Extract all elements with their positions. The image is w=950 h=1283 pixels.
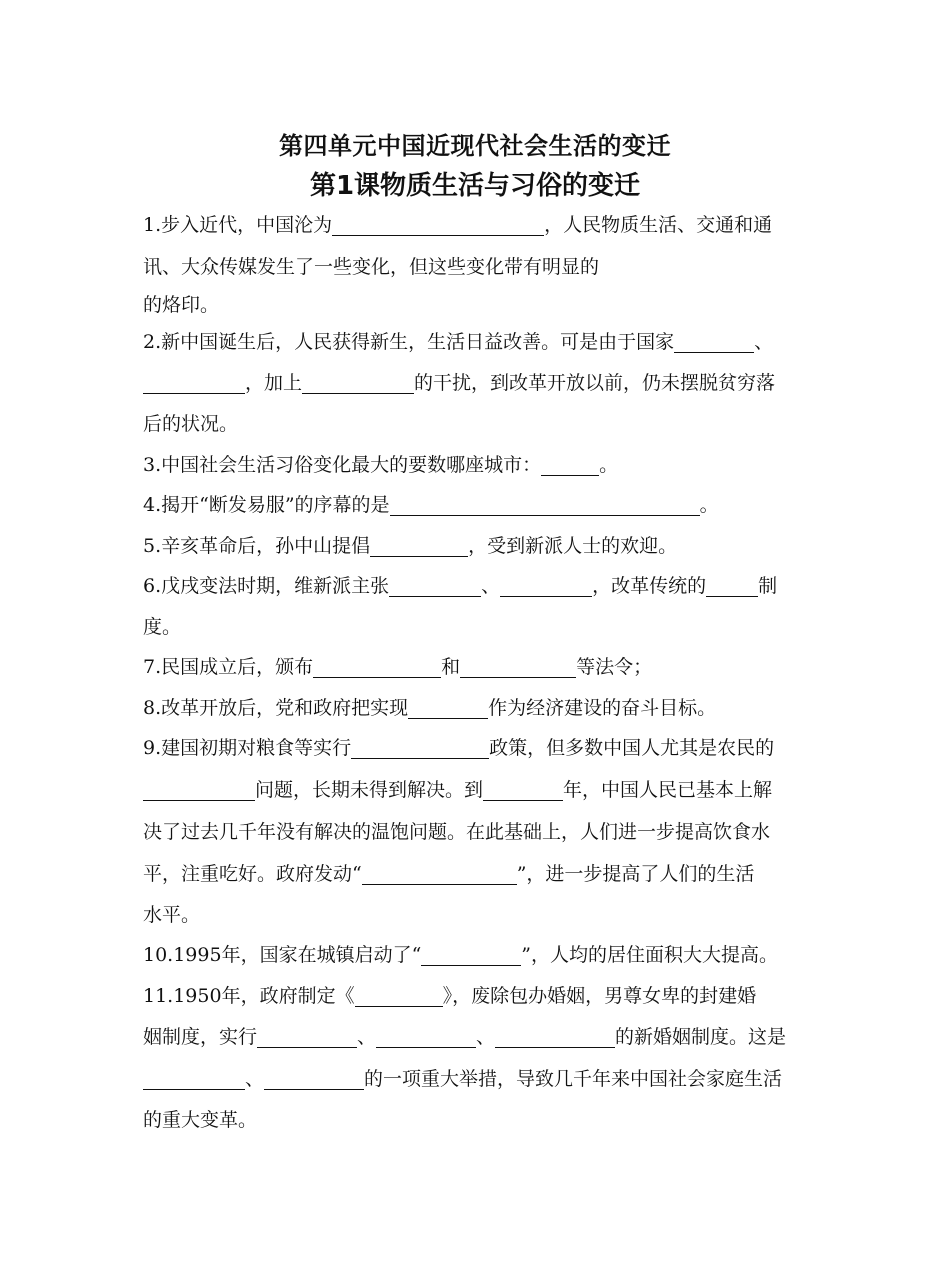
question-text: 的干扰，到改革开放以前，仍未摆脱贫穷落	[414, 372, 776, 394]
question-1-line-3	[143, 288, 813, 322]
fill-blank[interactable]	[313, 655, 441, 678]
lesson-title: 第1课物质生活与习俗的变迁	[309, 171, 641, 201]
question-text: 水平。	[143, 903, 201, 926]
fill-blank[interactable]	[495, 1025, 615, 1048]
question-text: ，改革传统的	[592, 575, 707, 597]
question-11-line-1	[143, 976, 813, 1017]
question-list	[143, 205, 813, 1141]
question-10	[143, 935, 813, 976]
fill-blank[interactable]	[370, 534, 468, 557]
question-text: 2.新中国诞生后，人民获得新生，生活日益改善。可是由于国家	[143, 330, 675, 353]
question-text: 3.中国社会生活习俗变化最大的要数哪座城市：	[143, 453, 542, 476]
question-text: 、	[357, 1026, 377, 1048]
question-1-line-1	[143, 205, 813, 246]
question-11-line-4	[143, 1100, 813, 1141]
fill-blank[interactable]	[460, 655, 576, 678]
question-text: 、	[245, 1068, 265, 1090]
question-5	[143, 526, 813, 567]
question-text: 后的状况。	[143, 413, 239, 435]
question-1-line-2	[143, 246, 813, 288]
question-2-line-3	[143, 404, 813, 445]
fill-blank[interactable]	[421, 943, 521, 966]
question-text: 制	[758, 575, 778, 597]
fill-blank[interactable]	[376, 1025, 476, 1048]
question-text: ”，人均的居住面积大大提高。	[521, 944, 779, 966]
question-2-line-2	[143, 362, 813, 404]
question-text: 、	[481, 575, 501, 597]
question-3	[143, 445, 813, 486]
question-8	[143, 688, 813, 729]
question-11-line-2	[143, 1016, 813, 1058]
fill-blank[interactable]	[257, 1025, 357, 1048]
question-text: 年，中国人民已基本上解	[563, 778, 773, 801]
fill-blank[interactable]	[332, 213, 544, 236]
question-text: 的重大变革。	[143, 1109, 258, 1131]
fill-blank[interactable]	[143, 371, 245, 394]
question-text: ，加上	[245, 372, 303, 394]
question-text: 10.1995年，国家在城镇启动了“	[143, 944, 422, 966]
fill-blank[interactable]	[362, 862, 517, 885]
question-text: ，受到新派人士的欢迎。	[468, 534, 678, 557]
question-text: 问题，长期未得到解决。到	[255, 778, 484, 801]
fill-blank[interactable]	[483, 778, 563, 801]
question-text: 、	[476, 1026, 496, 1048]
question-text: 1.步入近代，中国沦为	[143, 214, 333, 236]
question-text: 。	[599, 453, 619, 476]
question-9-line-1	[143, 728, 813, 769]
question-text: 7.民国成立后，颁布	[143, 656, 314, 678]
question-text: 的新婚姻制度。这是	[615, 1026, 787, 1048]
fill-blank[interactable]	[389, 574, 481, 597]
question-11-line-3	[143, 1058, 813, 1100]
question-text: 等法令；	[576, 656, 653, 678]
question-6-line-2	[143, 607, 813, 648]
question-text: 8.改革开放后，党和政府把实现	[143, 696, 409, 719]
fill-blank[interactable]	[351, 736, 489, 759]
question-9-line-4	[143, 853, 813, 895]
fill-blank[interactable]	[541, 453, 599, 476]
question-text: 的一项重大举措，导致几千年来中国社会家庭生活	[364, 1068, 783, 1090]
fill-blank[interactable]	[500, 574, 592, 597]
fill-blank[interactable]	[408, 696, 488, 719]
fill-blank[interactable]	[355, 984, 443, 1007]
question-4	[143, 485, 813, 526]
question-text: 和	[441, 656, 461, 678]
question-text: 讯、大众传媒发生了一些变化，但这些变化带有明显的	[143, 255, 600, 278]
question-2-line-1	[143, 322, 813, 363]
question-text: 5.辛亥革命后，孙中山提倡	[143, 534, 371, 557]
question-text: 、	[754, 330, 774, 353]
unit-title: 第四单元中国近现代社会生活的变迁	[279, 132, 671, 160]
fill-blank[interactable]	[264, 1067, 364, 1090]
question-text: 11.1950年，政府制定《	[143, 984, 355, 1007]
question-9-line-2	[143, 769, 813, 811]
fill-blank[interactable]	[706, 574, 758, 597]
question-6-line-1	[143, 566, 813, 607]
question-text: ，人民物质生活、交通和通	[544, 214, 773, 236]
question-text: 。	[699, 494, 719, 516]
question-text: ”，进一步提高了人们的生活	[516, 862, 755, 885]
question-9-line-3	[143, 811, 813, 853]
question-text: 政策，但多数中国人尤其是农民的	[489, 737, 775, 759]
fill-blank[interactable]	[143, 778, 255, 801]
question-text: 度。	[143, 615, 182, 638]
question-9-line-5	[143, 895, 813, 936]
fill-blank[interactable]	[674, 330, 754, 353]
question-7	[143, 647, 813, 688]
question-text: 4.揭开“断发易服”的序幕的是	[143, 494, 390, 516]
question-text: 9.建国初期对粮食等实行	[143, 737, 352, 759]
question-text: 作为经济建设的奋斗目标。	[488, 696, 717, 719]
fill-blank[interactable]	[302, 371, 414, 394]
question-text: 》，废除包办婚姻，男尊女卑的封建婚	[442, 984, 757, 1007]
fill-blank[interactable]	[143, 1067, 245, 1090]
question-text: 决了过去几千年没有解决的温饱问题。在此基础上，人们进一步提高饮食水	[143, 820, 771, 843]
question-text: 姻制度，实行	[143, 1026, 258, 1048]
question-text: 6.戊戌变法时期，维新派主张	[143, 575, 390, 597]
question-text: 的烙印。	[143, 293, 220, 316]
question-text: 平，注重吃好。政府发动“	[143, 862, 362, 885]
fill-blank[interactable]	[390, 493, 700, 516]
